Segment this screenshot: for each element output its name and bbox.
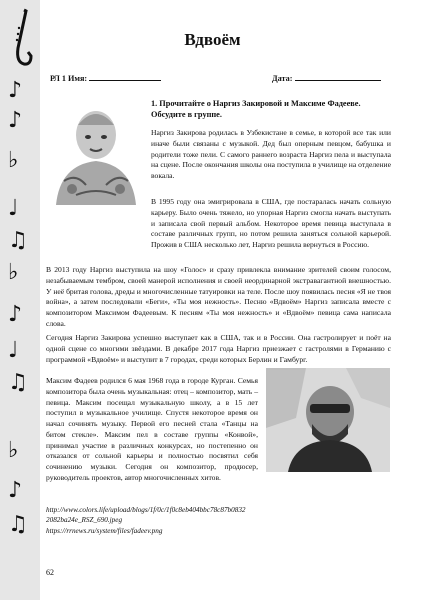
- flat-icon: ♭: [8, 148, 19, 173]
- task-heading: 1. Прочитайте о Наргиз Закировой и Максиме Фадееве. Обсудите в группе.: [151, 99, 361, 120]
- page-title: Вдвоём: [184, 30, 241, 49]
- eighth-note-icon: ♪: [8, 302, 23, 327]
- date-blank[interactable]: [295, 72, 381, 81]
- name-label: РЛ 1 Имя:: [50, 74, 88, 83]
- beamed-notes-icon: ♫: [8, 370, 28, 395]
- composer-photo: [266, 368, 390, 472]
- quarter-note-icon: ♩: [8, 196, 19, 221]
- eighth-note-icon: ♪: [8, 78, 23, 103]
- paragraph: Сегодня Наргиз Закирова успешно выступает как в США, так и в России. Она гастролирует и поёт на одной сцене со многими звёздами. В декабре 2017 года Наргиз приезжает с гастролями в Германию с программой «Вдвоём» и выступит в 7 городах, среди которых Берлин и Гамбург.: [46, 333, 391, 364]
- name-field[interactable]: [50, 72, 161, 83]
- beamed-notes-icon: ♫: [8, 512, 28, 537]
- beamed-notes-icon: ♫: [8, 228, 28, 253]
- page-number: 62: [46, 568, 54, 577]
- flat-icon: ♭: [8, 260, 19, 285]
- singer-photo: [46, 103, 144, 205]
- date-field[interactable]: [272, 72, 381, 83]
- paragraph: В 2013 году Наргиз выступила на шоу «Голос» и сразу привлекла внимание зрителей своим голосом, незабываемым тембром, своей манерой исполнения и своей неординарной экстравагантной внешностью. У неё бритая голова, дреды и многочисленные татуировки на теле. После шоу появилась песня «Я не твоя война», а затем последовали «Беги», «Ты моя нежность». Песню «Вдвоём» Наргиз записала вместе с композитором Максимом Фадеевым. К песням «Ты моя нежность» и «Вдвоём» певица сама написала слова.: [46, 265, 391, 328]
- flat-icon: ♭: [8, 438, 19, 463]
- source-link[interactable]: http://www.colors.life/upload/blogs/1f/0c/1f0c8eb404bbc78c87b08322082ba24e_RSZ_690.jpeg: [46, 506, 246, 525]
- date-label: Дата:: [272, 74, 293, 83]
- music-notes-margin: [0, 0, 40, 600]
- source-link[interactable]: https://rrnews.ru/system/files/fadeev.png: [46, 526, 163, 535]
- eighth-note-icon: ♪: [8, 108, 23, 133]
- paragraph: Максим Фадеев родился 6 мая 1968 года в городе Курган. Семья композитора была очень музыкальная: отец – композитор, мать – певица. Максим посещал музыкальную школу, а в 15 лет поступил в музыкальное училище. Спустя некоторое время он начал сочинять музыку. Первой его песней стала «Танцы на битом стекле». Максим пел в составе группы «Конвой», принимал участие в различных конкурсах, но постепенно он отказался от сольной карьеры и полностью посвятил себя сочинению музыки. Сегодня он композитор, продюсер, руководитель проектов, автор многочисленных хитов.: [46, 376, 258, 483]
- paragraph: В 1995 году она эмигрировала в США, где постаралась начать сольную карьеру. Было очень тяжело, но упорная Наргиз смогла начать выступать и записала свой первый альбом. Некоторое время певица выступала в составе различных групп, но потом решила заняться сольной карьерой. Прожив в США несколько лет, Наргиз решила вернуться в Россию.: [151, 197, 391, 250]
- quarter-note-icon: ♩: [8, 338, 19, 363]
- eighth-note-icon: ♪: [8, 478, 23, 503]
- name-blank[interactable]: [89, 72, 161, 81]
- image-sources: [46, 505, 246, 536]
- paragraph: Наргиз Закирова родилась в Узбекистане в семье, в которой все так или иначе были связаны с музыкой. Дед был оперным певцом, бабушка и родители тоже пели. С самого раннего возраста Наргиз пела и выступала на сцене. После окончания школы она поступила в училище на отделение вокала.: [151, 128, 391, 181]
